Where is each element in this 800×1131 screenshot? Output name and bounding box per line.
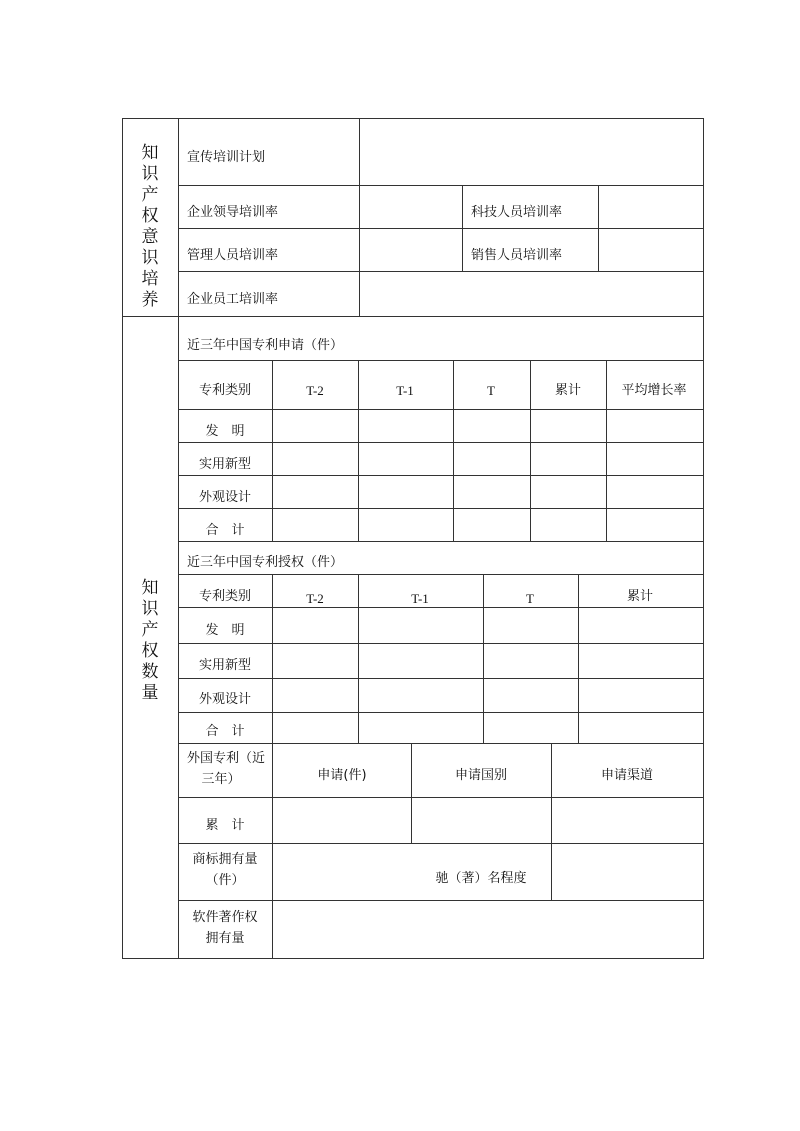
row-line	[178, 574, 703, 575]
app-header-category: 专利类别	[198, 383, 252, 398]
grant-row-invention: 发 明	[205, 623, 245, 638]
training-plan-label: 宣传培训计划	[187, 150, 266, 165]
awareness-section-label: 知识产权意识培养	[141, 143, 159, 310]
foreign-total-label: 累 计	[205, 818, 245, 833]
row-line	[178, 185, 703, 186]
app-row-total: 合 计	[205, 523, 245, 538]
row-line	[178, 271, 703, 272]
grant-header-t-2: T-2	[306, 591, 324, 606]
row-line	[178, 360, 703, 361]
row-line	[178, 541, 703, 542]
grant-header-t: T	[526, 591, 534, 606]
section-divider	[178, 118, 179, 958]
table-border-top	[122, 118, 704, 119]
foreign-label-line2: 三年）	[201, 772, 241, 787]
grant-row-design: 外观设计	[198, 692, 252, 707]
row-line	[178, 797, 703, 798]
col-line	[358, 360, 359, 541]
row-line	[178, 643, 703, 644]
col-line	[453, 360, 454, 541]
grant-header-t-1: T-1	[411, 591, 429, 606]
table-border-right	[703, 118, 704, 958]
table-border-left	[122, 118, 123, 958]
app-header-t: T	[487, 383, 495, 398]
col-line	[530, 360, 531, 541]
software-label-line2: 拥有量	[205, 931, 245, 946]
col-line	[578, 574, 579, 743]
row-line	[178, 607, 703, 608]
foreign-label-line1: 外国专利（近	[187, 751, 266, 766]
row-line	[178, 843, 703, 844]
app-row-utility-model: 实用新型	[198, 457, 252, 472]
foreign-header-channels: 申请渠道	[600, 768, 654, 783]
row-line	[178, 712, 703, 713]
section-separator	[122, 316, 704, 317]
col-line	[551, 743, 552, 900]
app-header-avg-growth: 平均增长率	[621, 383, 687, 398]
employee-training-rate-label: 企业员工培训率	[187, 292, 279, 307]
applications-title: 近三年中国专利申请（件）	[187, 338, 344, 353]
software-label-line1: 软件著作权	[192, 910, 258, 925]
row-line	[178, 743, 703, 744]
manager-training-rate-label: 管理人员培训率	[187, 248, 279, 263]
col-line	[462, 185, 463, 271]
app-row-invention: 发 明	[205, 424, 245, 439]
app-header-cumulative: 累计	[554, 383, 582, 398]
app-header-t-2: T-2	[306, 383, 324, 398]
col-line	[606, 360, 607, 541]
grant-row-utility-model: 实用新型	[198, 658, 252, 673]
col-line	[411, 743, 412, 843]
trademark-label-line1: 商标拥有量	[192, 852, 258, 867]
col-line	[359, 118, 360, 316]
row-line	[178, 409, 703, 410]
quantity-section-label: 知识产权数量	[141, 578, 159, 703]
col-line	[272, 574, 273, 743]
col-line	[272, 743, 273, 958]
table-border-bottom	[122, 958, 704, 959]
row-line	[178, 442, 703, 443]
leader-training-rate-label: 企业领导培训率	[187, 205, 279, 220]
row-line	[178, 508, 703, 509]
app-header-t-1: T-1	[396, 383, 414, 398]
sales-staff-training-rate-label: 销售人员培训率	[471, 248, 563, 263]
col-line	[272, 360, 273, 541]
row-line	[178, 900, 703, 901]
col-line	[598, 185, 599, 271]
foreign-header-countries: 申请国别	[454, 768, 508, 783]
row-line	[178, 228, 703, 229]
row-line	[178, 678, 703, 679]
grant-row-total: 合 计	[205, 724, 245, 739]
app-row-design: 外观设计	[198, 490, 252, 505]
tech-staff-training-rate-label: 科技人员培训率	[471, 205, 563, 220]
trademark-fame-label: 驰（著）名程度	[435, 871, 527, 886]
col-line	[358, 574, 359, 743]
grant-header-category: 专利类别	[198, 589, 252, 604]
col-line	[483, 574, 484, 743]
trademark-label-line2: （件）	[205, 873, 245, 888]
grants-title: 近三年中国专利授权（件）	[187, 555, 344, 570]
grant-header-cumulative: 累计	[626, 589, 654, 604]
foreign-header-applications: 申请(件)	[317, 768, 367, 783]
row-line	[178, 475, 703, 476]
